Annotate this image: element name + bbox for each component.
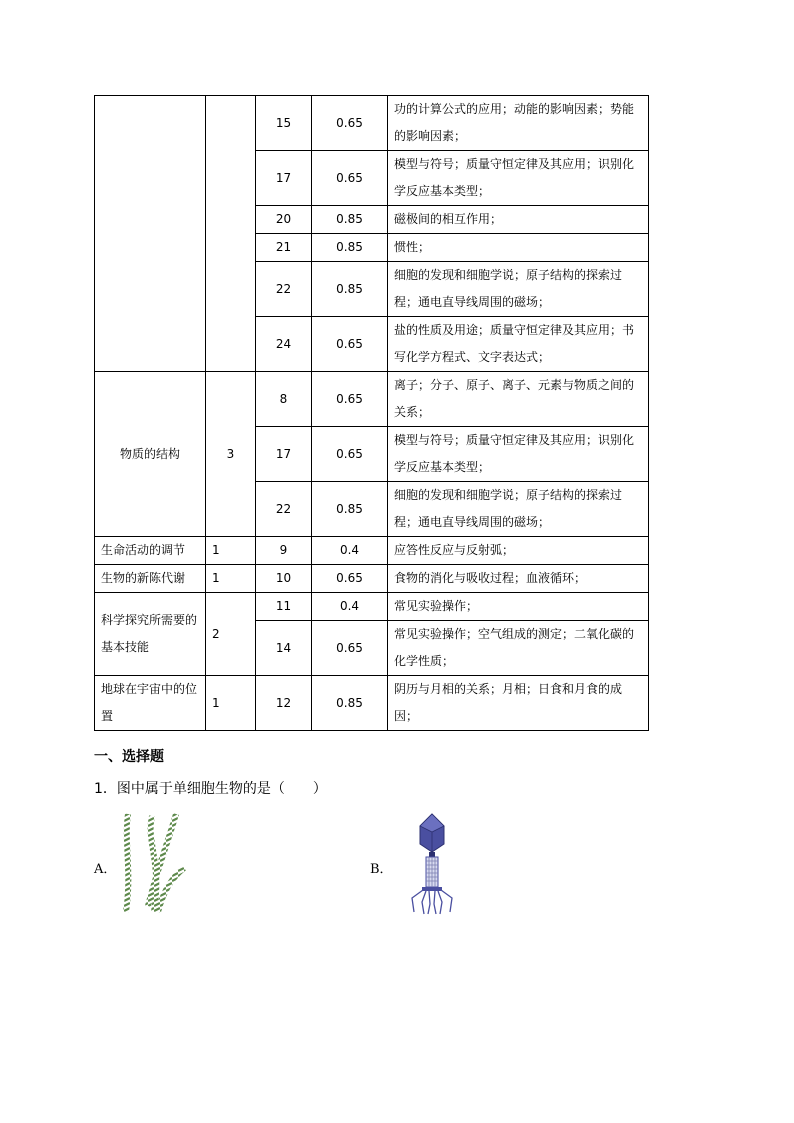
difficulty-cell: 0.65 xyxy=(312,621,388,676)
difficulty-cell: 0.65 xyxy=(312,96,388,151)
knowledge-point-cell: 应答性反应与反射弧； xyxy=(388,537,649,565)
table-row xyxy=(95,593,649,621)
topic-cell: 科学探究所需要的基本技能 xyxy=(95,593,206,676)
knowledge-point-cell: 盐的性质及用途；质量守恒定律及其应用；书写化学方程式、文字表达式； xyxy=(388,317,649,372)
question-number-cell: 21 xyxy=(256,234,312,262)
difficulty-cell: 0.4 xyxy=(312,537,388,565)
question-number-cell: 10 xyxy=(256,565,312,593)
table-row xyxy=(95,96,649,151)
question-number-cell: 17 xyxy=(256,427,312,482)
count-cell: 1 xyxy=(206,537,256,565)
difficulty-cell: 0.4 xyxy=(312,593,388,621)
table-row xyxy=(95,676,649,731)
question-number-cell: 8 xyxy=(256,372,312,427)
topic-cell: 生物的新陈代谢 xyxy=(95,565,206,593)
topic-cell: 物质的结构 xyxy=(95,372,206,537)
question-number-cell: 22 xyxy=(256,482,312,537)
difficulty-cell: 0.65 xyxy=(312,317,388,372)
count-cell: 1 xyxy=(206,676,256,731)
knowledge-point-table xyxy=(94,95,649,731)
difficulty-cell: 0.85 xyxy=(312,482,388,537)
question-number-cell: 11 xyxy=(256,593,312,621)
bacteriophage-image xyxy=(400,812,464,916)
table-row xyxy=(95,537,649,565)
question-number-cell: 14 xyxy=(256,621,312,676)
question-number-cell: 9 xyxy=(256,537,312,565)
difficulty-cell: 0.85 xyxy=(312,206,388,234)
table-row xyxy=(95,565,649,593)
knowledge-point-cell: 常见实验操作；空气组成的测定；二氧化碳的化学性质； xyxy=(388,621,649,676)
difficulty-cell: 0.65 xyxy=(312,372,388,427)
table-row xyxy=(95,372,649,427)
difficulty-cell: 0.85 xyxy=(312,234,388,262)
knowledge-point-cell: 细胞的发现和细胞学说；原子结构的探索过程；通电直导线周围的磁场； xyxy=(388,482,649,537)
topic-cell: 地球在宇宙中的位置 xyxy=(95,676,206,731)
question-number-cell: 22 xyxy=(256,262,312,317)
knowledge-point-cell: 阴历与月相的关系；月相；日食和月食的成因； xyxy=(388,676,649,731)
difficulty-cell: 0.85 xyxy=(312,262,388,317)
difficulty-cell: 0.65 xyxy=(312,565,388,593)
knowledge-point-cell: 常见实验操作； xyxy=(388,593,649,621)
count-cell: 1 xyxy=(206,565,256,593)
section-heading: 一、选择题 xyxy=(94,749,164,765)
difficulty-cell: 0.65 xyxy=(312,427,388,482)
knowledge-point-cell: 模型与符号；质量守恒定律及其应用；识别化学反应基本类型； xyxy=(388,427,649,482)
count-cell: 3 xyxy=(206,372,256,537)
knowledge-point-cell: 细胞的发现和细胞学说；原子结构的探索过程；通电直导线周围的磁场； xyxy=(388,262,649,317)
knowledge-point-cell: 功的计算公式的应用；动能的影响因素；势能的影响因素； xyxy=(388,96,649,151)
topic-cell: 生命活动的调节 xyxy=(95,537,206,565)
knowledge-point-cell: 食物的消化与吸收过程；血液循环； xyxy=(388,565,649,593)
question-number-cell: 20 xyxy=(256,206,312,234)
count-cell xyxy=(206,96,256,372)
knowledge-point-cell: 惯性； xyxy=(388,234,649,262)
difficulty-cell: 0.65 xyxy=(312,151,388,206)
knowledge-point-cell: 磁极间的相互作用； xyxy=(388,206,649,234)
question-text: 1．图中属于单细胞生物的是（ ） xyxy=(94,781,327,797)
knowledge-point-cell: 离子；分子、原子、离子、元素与物质之间的关系； xyxy=(388,372,649,427)
topic-cell xyxy=(95,96,206,372)
option-a-label[interactable]: A． xyxy=(94,862,117,877)
option-b-label[interactable]: B． xyxy=(370,862,393,877)
question-number-cell: 24 xyxy=(256,317,312,372)
question-number-cell: 12 xyxy=(256,676,312,731)
knowledge-point-cell: 模型与符号；质量守恒定律及其应用；识别化学反应基本类型； xyxy=(388,151,649,206)
question-number-cell: 17 xyxy=(256,151,312,206)
question-number-cell: 15 xyxy=(256,96,312,151)
table-body xyxy=(95,96,649,731)
difficulty-cell: 0.85 xyxy=(312,676,388,731)
count-cell: 2 xyxy=(206,593,256,676)
spirulina-image xyxy=(118,812,190,916)
